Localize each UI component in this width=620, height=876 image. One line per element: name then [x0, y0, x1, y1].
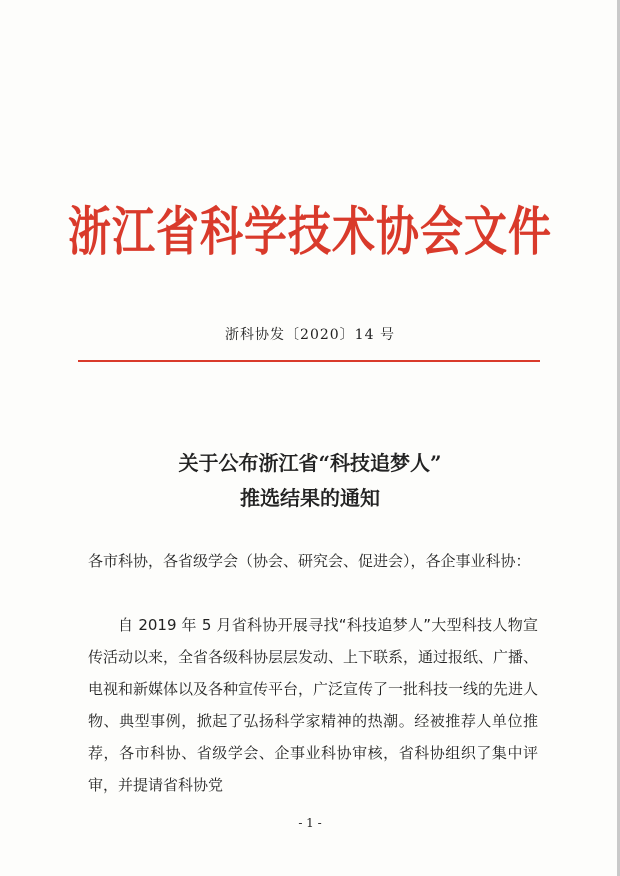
- red-divider-line: [78, 360, 540, 362]
- page-number: - 1 -: [298, 816, 322, 830]
- salutation-text: 各市科协，各省级学会（协会、研究会、促进会），各企事业科协：: [88, 552, 531, 570]
- notice-title-line-1: 关于公布浙江省“科技追梦人”: [178, 451, 442, 475]
- body-paragraph-1: 自 2019 年 5 月省科协开展寻找“科技追梦人”大型科技人物宣传活动以来，全省各级科协层层发动、上下联系，通过报纸、广播、电视和新媒体以及各种宣传平台，广泛宣传了一批科技一线的先进人物、典型事例，掀起了弘扬科学家精神的热潮。经被推荐人单位推荐，各市科协、省级学会、企事业科协审核，省科协组织了集中评审，并提请省科协党: [88, 616, 539, 794]
- body-paragraph-block: [88, 609, 538, 801]
- masthead-title: 浙江省科学技术协会文件: [68, 202, 552, 264]
- document-number: 浙科协发〔2020〕14 号: [225, 327, 395, 343]
- notice-title-line-2: 推选结果的通知: [240, 486, 380, 510]
- salutation-block: [88, 545, 538, 577]
